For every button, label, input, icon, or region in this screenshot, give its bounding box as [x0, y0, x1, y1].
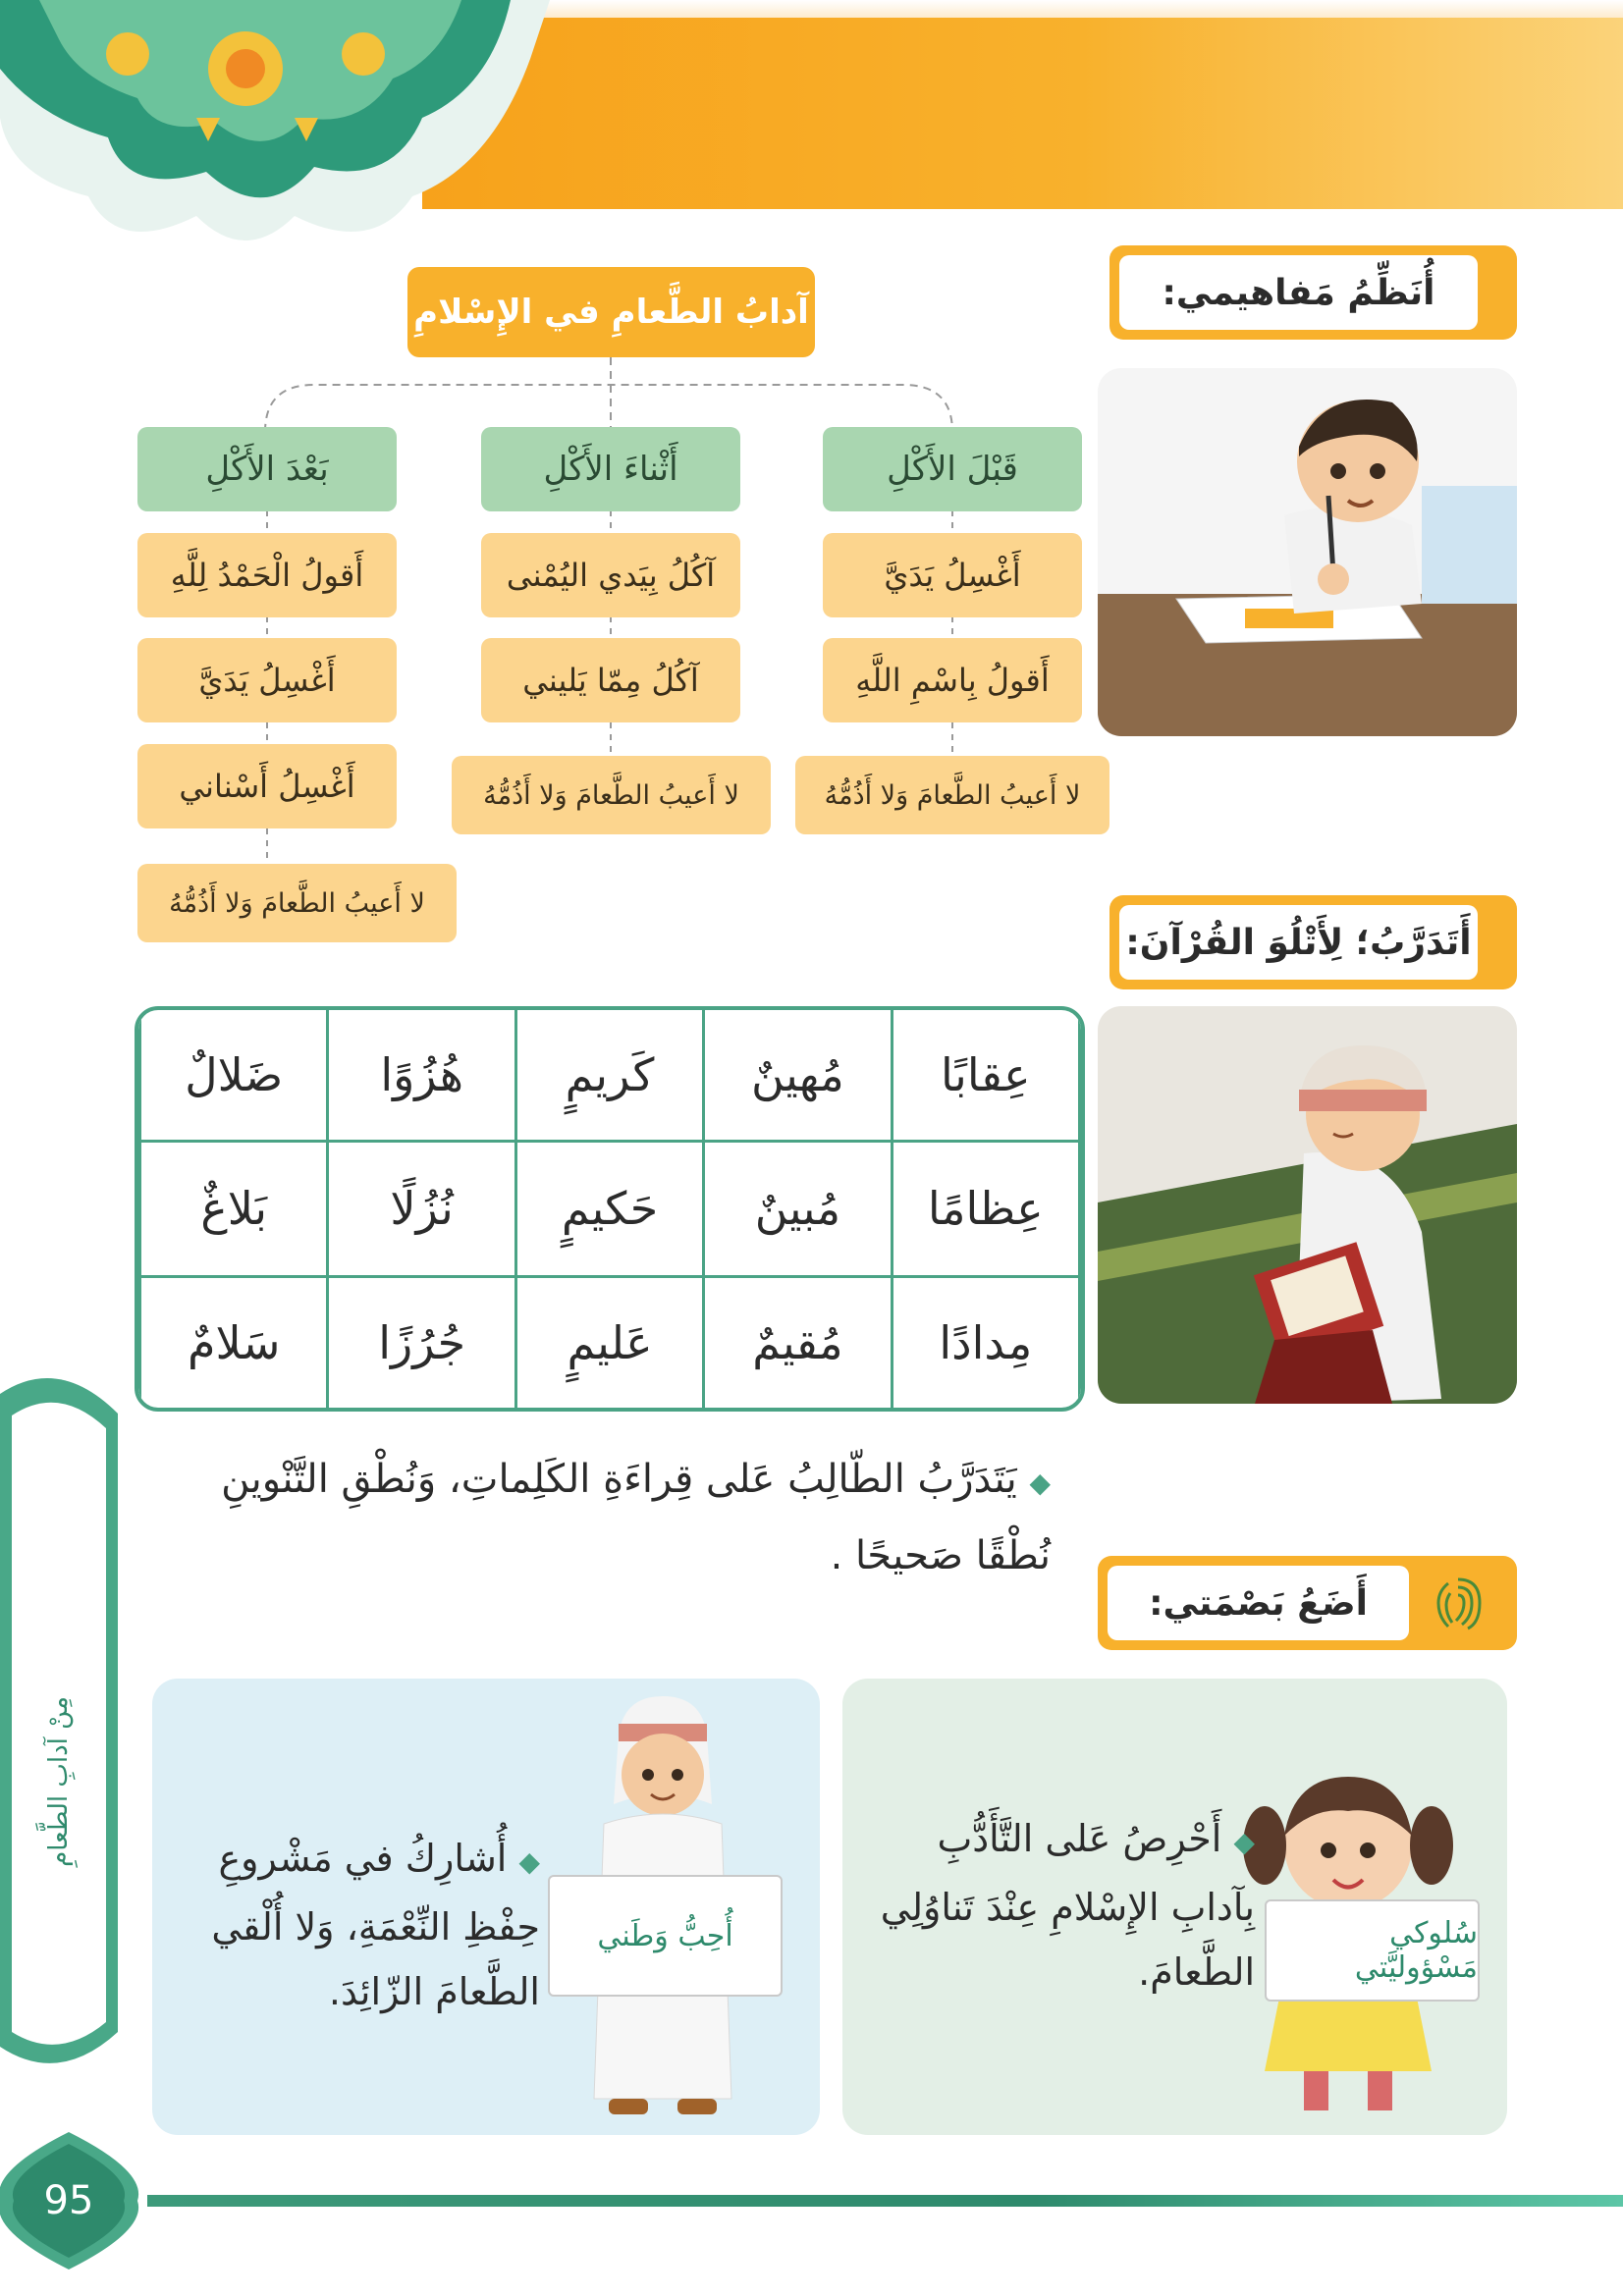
practice-quran-heading [1109, 895, 1517, 989]
word-cell: مُهينٌ [704, 1010, 892, 1142]
during-item-3: لا أَعيبُ الطَّعامَ وَلا أَذُمُّهُ [452, 756, 771, 834]
practice-quran-heading-text: أَتَدَرَّبُ؛ لِأَتْلُوَ القُرْآنَ: [1119, 905, 1478, 980]
footer-line [147, 2195, 1623, 2207]
fingerprint-heading [1098, 1556, 1517, 1650]
concept-map-title: آدابُ الطَّعامِ في الإِسْلامِ [407, 267, 815, 357]
patriotism-panel [152, 1679, 820, 2135]
word-cell: جُرُزًا [328, 1276, 515, 1408]
bullet-icon: ◆ [1233, 1826, 1255, 1858]
patriotism-text [167, 1826, 540, 2024]
after-item-2: أَغْسِلُ يَدَيَّ [137, 638, 397, 722]
instruction-text [147, 1443, 1051, 1592]
top-banner [422, 18, 1623, 209]
word-cell: سَلامٌ [140, 1276, 328, 1408]
responsibility-text-content: أَحْرِصُ عَلى التَّأَدُّبِ بِآدابِ الإِسْلامِ عِنْدَ تَناوُلِي الطَّعامَ. [880, 1817, 1255, 1994]
word-cell: كَريمٍ [515, 1010, 703, 1142]
word-cell: عَليمٍ [515, 1276, 703, 1408]
bullet-icon: ◆ [518, 1845, 540, 1878]
word-cell: مُقيمٌ [704, 1276, 892, 1408]
responsibility-panel [842, 1679, 1507, 2135]
organize-concepts-heading-text: أُنَظِّمُ مَفاهيمي: [1119, 255, 1478, 330]
after-item-1: أَقولُ الْحَمْدُ لِلَّهِ [137, 533, 397, 617]
during-item-1: آكُلُ بِيَدي اليُمْنى [481, 533, 740, 617]
before-item-1: أَغْسِلُ يَدَيَّ [823, 533, 1082, 617]
after-item-4: لا أَعيبُ الطَّعامَ وَلا أَذُمُّهُ [137, 864, 457, 942]
instruction-text-content: يَتَدَرَّبُ الطّالِبُ عَلى قِراءَةِ الكَلِماتِ، وَنُطْقِ التَّنْوينِ نُطْقًا صَحيحًا . [221, 1457, 1051, 1578]
before-item-3: لا أَعيبُ الطَّعامَ وَلا أَذُمُّهُ [795, 756, 1109, 834]
during-item-2: آكُلُ مِمّا يَليني [481, 638, 740, 722]
tanween-word-table [135, 1006, 1085, 1412]
word-cell: عِقابًا [892, 1010, 1079, 1142]
bullet-icon: ◆ [1029, 1467, 1051, 1499]
patriotism-text-content: أُشارِكُ في مَشْروعِ حِفْظِ النِّعْمَةِ، وَلا أُلْقي الطَّعامَ الزّائِدَ. [211, 1837, 540, 2013]
word-cell: مُبينٌ [704, 1142, 892, 1276]
word-cell: ضَلالٌ [140, 1010, 328, 1142]
word-cell: بَلاغٌ [140, 1142, 328, 1276]
word-cell: عِظامًا [892, 1142, 1079, 1276]
before-eating-category: قَبْلَ الأَكْلِ [823, 427, 1082, 511]
page-number: 95 [43, 2178, 94, 2223]
word-cell: حَكيمٍ [515, 1142, 703, 1276]
islamic-ornament-icon [0, 0, 550, 265]
patriotism-sign: أُحِبُّ وَطَني [548, 1875, 783, 1997]
responsibility-sign: سُلوكي مَسْؤوليَّتي [1265, 1899, 1480, 2002]
responsibility-text [862, 1806, 1255, 2004]
boy-reading-quran-illustration [1098, 1006, 1517, 1404]
fingerprint-icon [1429, 1574, 1488, 1632]
before-item-2: أَقولُ بِاسْمِ اللَّهِ [823, 638, 1082, 722]
during-eating-category: أَثْناءَ الأَكْلِ [481, 427, 740, 511]
after-item-3: أَغْسِلُ أَسْناني [137, 744, 397, 828]
fingerprint-heading-text: أَضَعُ بَصْمَتي: [1108, 1566, 1409, 1640]
chapter-side-tab-label [29, 1620, 88, 1944]
word-cell: مِدادًا [892, 1276, 1079, 1408]
chapter-side-tab-text: مِنْ آدابِ الطَّعامِ [43, 1696, 74, 1867]
after-eating-category: بَعْدَ الأَكْلِ [137, 427, 397, 511]
word-cell: هُزُوًا [328, 1010, 515, 1142]
word-cell: نُزُلًا [328, 1142, 515, 1276]
organize-concepts-heading [1109, 245, 1517, 340]
